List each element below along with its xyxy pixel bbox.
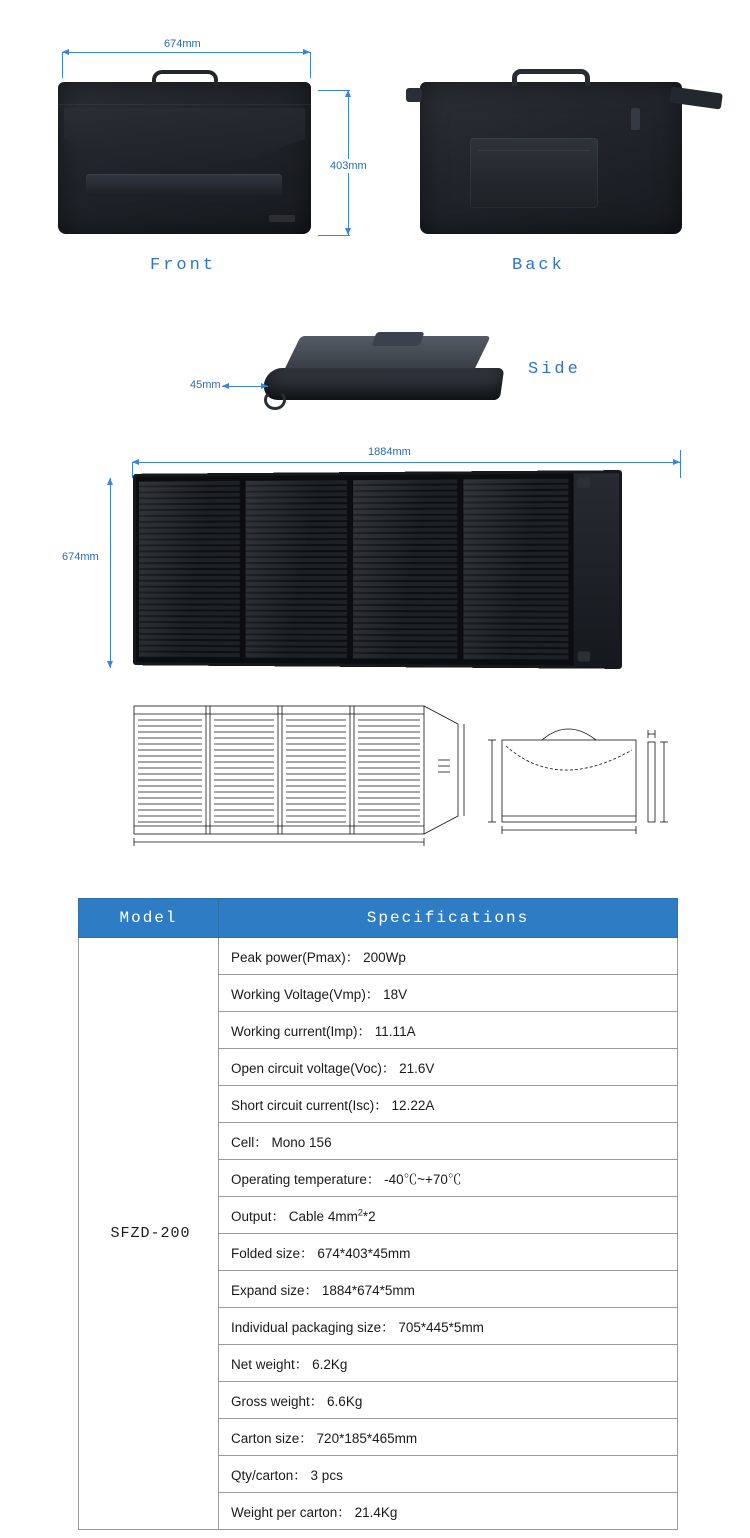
product-image-front-view xyxy=(58,82,311,234)
product-image-back-view xyxy=(420,82,682,234)
spec-cell xyxy=(219,1419,678,1456)
spec-cell xyxy=(219,1382,678,1419)
spec-cell xyxy=(219,1160,678,1197)
column-header-specifications: Specifications xyxy=(219,899,678,938)
column-header-model: Model xyxy=(79,899,219,938)
solar-cell-segment xyxy=(462,478,570,662)
solar-cell-segment xyxy=(352,478,458,660)
dimension-tick-top xyxy=(318,90,350,91)
dimension-label-folded-width: 674mm xyxy=(164,38,201,50)
spec-label: Weight per carton： xyxy=(231,1505,351,1520)
spec-label: Net weight： xyxy=(231,1357,309,1372)
model-number-cell: SFZD-200 xyxy=(79,938,219,1530)
spec-label: Carton size： xyxy=(231,1431,313,1446)
technical-drawing-folded xyxy=(478,712,678,852)
spec-value: 3 pcs xyxy=(310,1468,343,1483)
dimension-line-expanded-length xyxy=(132,462,680,463)
panel-end-flap xyxy=(572,473,619,666)
spec-label: Operating temperature： xyxy=(231,1172,381,1187)
table-row xyxy=(79,938,678,975)
specifications-table xyxy=(78,898,678,1530)
view-label-back: Back xyxy=(512,256,565,275)
spec-cell xyxy=(219,1049,678,1086)
spec-value: 674*403*45mm xyxy=(317,1246,411,1261)
spec-value: 6.2Kg xyxy=(312,1357,348,1372)
spec-cell xyxy=(219,1271,678,1308)
dimension-line-folded-width xyxy=(62,52,310,53)
spec-value: Cable $4mm^2*2$ xyxy=(288,1207,376,1224)
table-header-row xyxy=(79,899,678,938)
spec-label: Expand size： xyxy=(231,1283,319,1298)
bag-flap xyxy=(64,108,305,182)
product-image-unfolded-panel xyxy=(133,470,622,669)
spec-cell xyxy=(219,1345,678,1382)
dimension-tick-bottom xyxy=(318,235,350,236)
dimension-line-thickness xyxy=(222,386,268,387)
shoulder-strap xyxy=(669,86,723,109)
spec-cell xyxy=(219,938,678,975)
panel-corner-grommet xyxy=(578,651,590,661)
spec-value: -40℃~+70℃ xyxy=(384,1172,462,1187)
dimension-label-expanded-width: 674mm xyxy=(62,551,99,563)
side-d-ring xyxy=(264,390,286,410)
spec-cell xyxy=(219,1493,678,1530)
spec-value: 21.6V xyxy=(399,1061,435,1076)
spec-value: 720*185*465mm xyxy=(316,1431,418,1446)
dimension-tick-right-expanded xyxy=(680,450,681,478)
spec-cell xyxy=(219,975,678,1012)
spec-label: Cell： xyxy=(231,1135,268,1150)
brand-logo xyxy=(269,215,295,222)
spec-value: 21.4Kg xyxy=(354,1505,398,1520)
spec-label: Short circuit current(Isc)： xyxy=(231,1098,388,1113)
spec-value: Mono 156 xyxy=(271,1135,332,1150)
spec-value: 705*445*5mm xyxy=(398,1320,484,1335)
dimension-label-expanded-length: 1884mm xyxy=(368,446,411,458)
spec-label: Folded size： xyxy=(231,1246,314,1261)
dimension-line-expanded-width xyxy=(110,478,111,668)
dimension-label-folded-height: 403mm xyxy=(330,160,367,172)
dimension-tick-right xyxy=(310,52,311,78)
table-body xyxy=(79,938,678,1530)
spec-cell xyxy=(219,1086,678,1123)
bag-handle xyxy=(152,70,218,86)
dimension-label-thickness: 45mm xyxy=(190,379,221,391)
spec-label: Qty/carton： xyxy=(231,1468,307,1483)
spec-value: 12.22A xyxy=(391,1098,435,1113)
spec-cell xyxy=(219,1197,678,1234)
product-image-side-view xyxy=(256,330,508,410)
spec-value: 200Wp xyxy=(363,950,406,965)
zipper-pull xyxy=(631,108,640,130)
spec-label: Working Voltage(Vmp)： xyxy=(231,987,380,1002)
solar-cell-segment xyxy=(138,480,240,659)
spec-cell xyxy=(219,1308,678,1345)
spec-value: 6.6Kg xyxy=(327,1394,363,1409)
spec-label: Working current(Imp)： xyxy=(231,1024,372,1039)
spec-label: Gross weight： xyxy=(231,1394,324,1409)
sling-clip-left xyxy=(406,88,422,102)
side-velcro-tab xyxy=(371,332,424,346)
spec-label: Output： xyxy=(231,1209,286,1224)
technical-drawing-expanded xyxy=(128,700,468,860)
spec-cell xyxy=(219,1456,678,1493)
spec-label: Individual packaging size： xyxy=(231,1320,395,1335)
dimension-tick-left xyxy=(62,52,63,78)
side-body xyxy=(262,368,504,400)
back-pocket xyxy=(470,138,598,208)
spec-label: Peak power(Pmax)： xyxy=(231,950,360,965)
view-label-front: Front xyxy=(150,256,217,275)
spec-cell xyxy=(219,1123,678,1160)
spec-label: Open circuit voltage(Voc)： xyxy=(231,1061,396,1076)
bag-seam xyxy=(58,104,311,105)
spec-cell xyxy=(219,1012,678,1049)
spec-cell xyxy=(219,1234,678,1271)
bag-front-strap xyxy=(86,174,282,196)
spec-value: 1884*674*5mm xyxy=(321,1283,415,1298)
bag-handle xyxy=(512,69,590,86)
spec-value: 18V xyxy=(383,987,408,1002)
view-label-side: Side xyxy=(528,360,581,379)
spec-value: 11.11A xyxy=(374,1024,416,1039)
solar-cell-segment xyxy=(244,479,348,660)
panel-corner-grommet xyxy=(578,477,590,487)
